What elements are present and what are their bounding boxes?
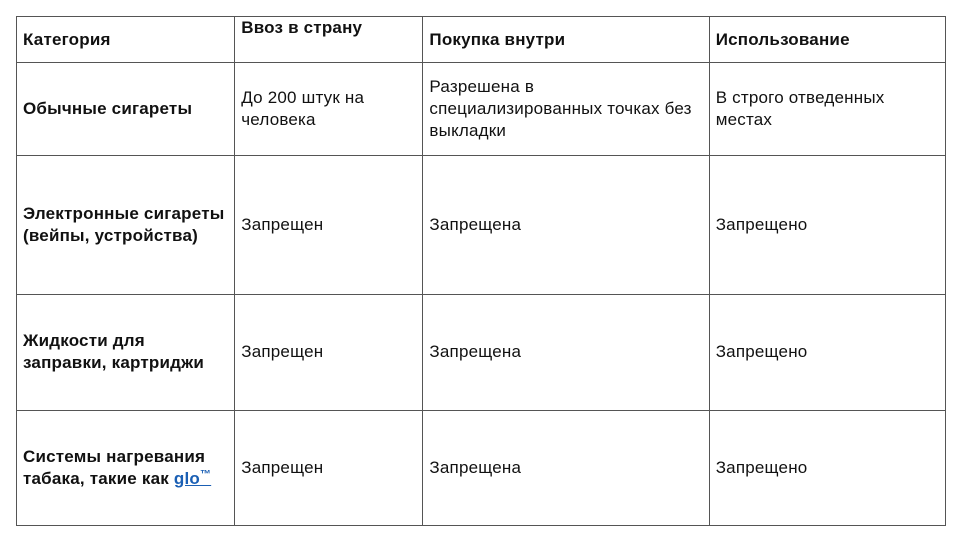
header-purchase: Покупка внутри: [423, 17, 709, 63]
trademark-symbol[interactable]: ™: [199, 468, 212, 481]
row-purchase: Разрешена в специализированных точках без выкладки: [423, 63, 709, 156]
row-category: Жидкости для заправки, картриджи: [17, 294, 235, 411]
header-row: [17, 17, 946, 63]
regulations-table: [16, 16, 946, 526]
row-import: До 200 штук на человека: [235, 63, 423, 156]
row-purchase: Запрещена: [423, 155, 709, 294]
row-usage: Запрещено: [709, 411, 945, 526]
row-category: [17, 411, 235, 526]
row-import: Запрещен: [235, 155, 423, 294]
row-purchase: Запрещена: [423, 294, 709, 411]
row-usage: В строго отведенных местах: [709, 63, 945, 156]
header-import: Ввоз в страну: [235, 17, 423, 63]
header-usage: Использование: [709, 17, 945, 63]
glo-link-text[interactable]: glo: [173, 469, 200, 489]
row-purchase: Запрещена: [423, 411, 709, 526]
table-row: [17, 294, 946, 411]
header-category: Категория: [17, 17, 235, 63]
row-usage: Запрещено: [709, 155, 945, 294]
glo-link[interactable]: [174, 469, 211, 488]
table-row: [17, 155, 946, 294]
row-import: Запрещен: [235, 294, 423, 411]
row-import: Запрещен: [235, 411, 423, 526]
row-usage: Запрещено: [709, 294, 945, 411]
table-row: [17, 411, 946, 526]
row-category: Обычные сигареты: [17, 63, 235, 156]
row-category-text: Системы нагревания табака, такие как: [23, 447, 206, 489]
row-category: Электронные сигареты (вейпы, устройства): [17, 155, 235, 294]
table-row: [17, 63, 946, 156]
